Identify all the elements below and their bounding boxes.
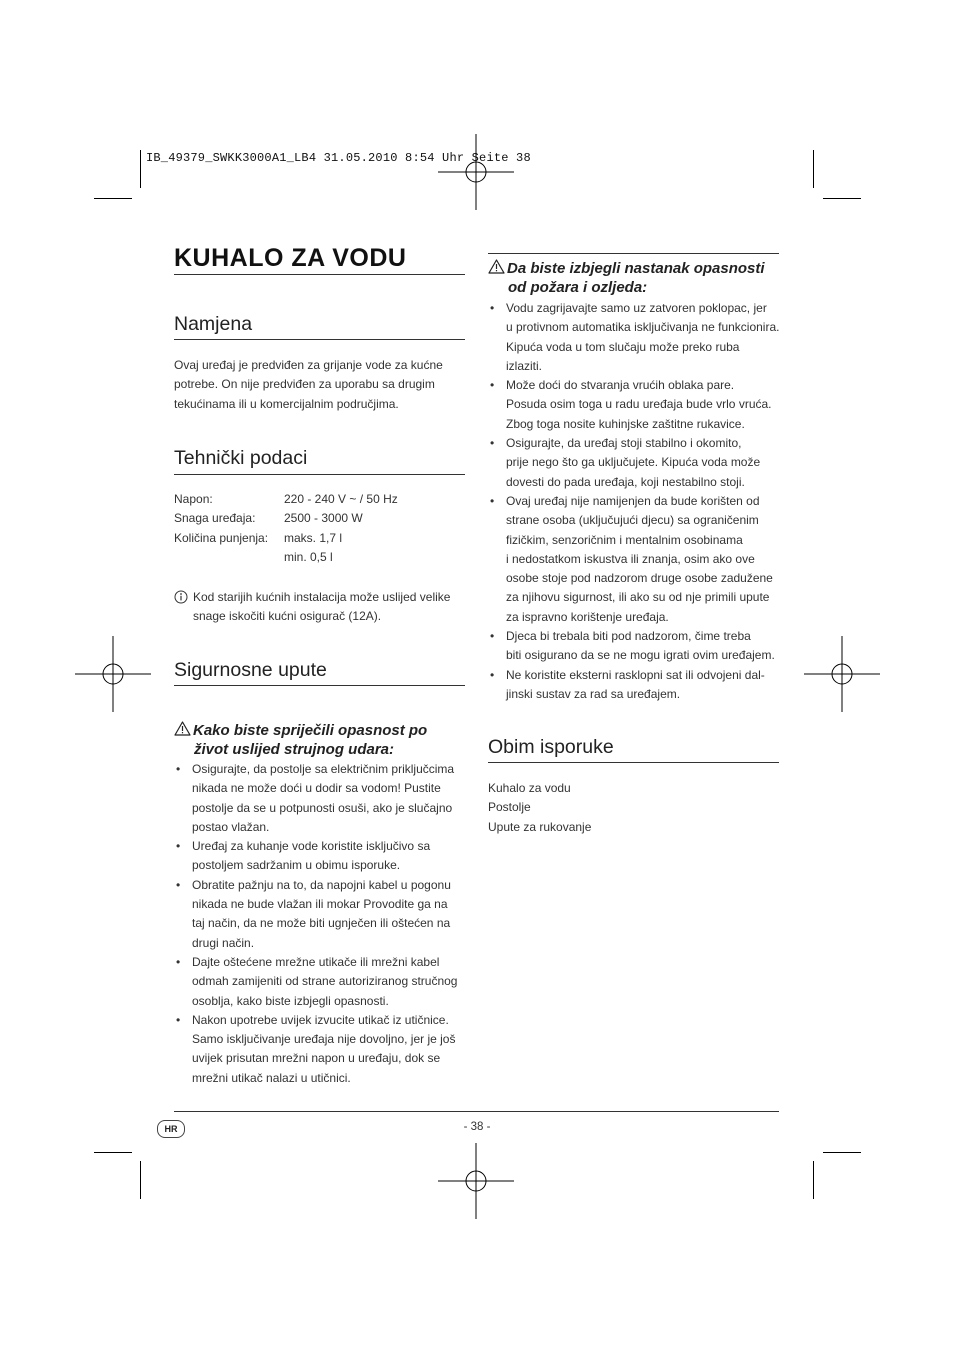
list-line: dovesti do pada uređaja, koji nestabilno stoji.	[506, 474, 745, 489]
list-line: • Može doći do stvaranja vrućih oblaka pare.	[506, 378, 735, 393]
list-line: biti osigurano da se ne mogu igrati ovim uređajem.	[506, 648, 775, 663]
list-line: • Dajte oštećene mrežne utikače ili mrežni kabel	[192, 954, 440, 969]
section-heading-sigurnosne: Sigurnosne upute	[174, 659, 327, 681]
crop-mark	[140, 150, 141, 188]
list-item	[488, 299, 788, 376]
list-line: mrežni utikač nalazi u utičnici.	[192, 1070, 351, 1085]
namjena-paragraph	[174, 356, 474, 414]
list-item	[488, 627, 788, 666]
section-rule	[174, 474, 465, 475]
list-item	[174, 953, 474, 1011]
registration-mark-icon	[804, 636, 880, 712]
list-line: drugi način.	[192, 935, 255, 950]
text-line: Ovaj uređaj je predviđen za grijanje vode za kućne	[174, 358, 443, 372]
note-line: Kod starijih kućnih instalacija može uslijed velike	[193, 590, 451, 604]
list-line: postoljem sadržanim u obimu isporuke.	[192, 858, 401, 873]
bullet-list-electric	[174, 760, 474, 1088]
list-line: • Vodu zagrijavajte samo uz zatvoren poklopac, jer	[506, 301, 767, 315]
list-line: strane osoba (uključujući djecu) sa ograničenim	[506, 513, 759, 528]
spec-row	[174, 509, 474, 528]
crop-mark	[94, 1152, 132, 1153]
spec-row	[174, 490, 474, 509]
spec-value: maks. 1,7 l	[284, 530, 343, 545]
spec-value: 2500 - 3000 W	[284, 511, 363, 526]
list-line: Kipuća voda u tom slučaju može preko ruba	[506, 339, 740, 354]
list-item	[488, 666, 788, 705]
note-line: snage iskočiti kućni osigurač (12A).	[193, 609, 382, 624]
spec-table	[174, 490, 474, 567]
list-line: • Ovaj uređaj nije namijenjen da bude korišten od	[506, 493, 760, 508]
list-item	[174, 1011, 474, 1088]
list-item	[174, 876, 474, 953]
list-line: prije nego što ga uključujete. Kipuća voda može	[506, 455, 761, 470]
text-line: potrebe. On nije predviđen za uporabu sa drugim	[174, 377, 435, 392]
crop-mark	[813, 1161, 814, 1199]
warning-triangle-icon	[174, 721, 191, 736]
list-line: nikada ne može doći u dodir sa vodom! Pustite	[192, 781, 441, 796]
crop-mark	[140, 1161, 141, 1199]
list-line: Samo isključivanje uređaja nije dovoljno, jer je još	[192, 1032, 456, 1047]
spec-label	[174, 548, 284, 567]
list-line: uvijek prisutan mrežni napon u uređaju, dok se	[192, 1051, 441, 1066]
language-badge: HR	[157, 1120, 185, 1138]
spec-row	[174, 529, 474, 548]
section-rule	[488, 762, 779, 763]
list-line: osoblja, kako biste izbjegli opasnosti.	[192, 993, 389, 1008]
list-line: • Nakon upotrebe uvijek izvucite utikač iz utičnice.	[192, 1012, 449, 1027]
warning-triangle-icon	[488, 259, 505, 274]
info-note	[174, 588, 466, 627]
list-line: nikada ne bude vlažan ili mokar Provodite ga na	[192, 897, 448, 912]
crop-mark	[813, 150, 814, 188]
list-line: fizičkim, senzoričnim i mentalnim osobinama	[506, 532, 743, 547]
spec-value: 220 - 240 V ~ / 50 Hz	[284, 492, 398, 506]
list-line: • Osigurajte, da uređaj stoji stabilno i okomito,	[506, 436, 742, 451]
info-circle-icon	[174, 590, 188, 604]
list-line: Zbog toga nosite kuhinjske zaštitne rukavice.	[506, 416, 745, 431]
warning-text: život uslijed strujnog udara:	[194, 740, 395, 758]
section-heading-obim: Obim isporuke	[488, 736, 614, 758]
section-rule	[174, 339, 465, 340]
section-rule	[174, 685, 465, 686]
list-line: • Uređaj za kuhanje vode koristite isključivo sa	[192, 839, 431, 854]
registration-mark-icon	[438, 1143, 514, 1219]
list-line: izlaziti.	[506, 358, 543, 373]
print-header: IB_49379_SWKK3000A1_LB4 31.05.2010 8:54 Uhr Seite 38	[146, 151, 531, 165]
spec-label: Napon:	[174, 492, 213, 506]
page-number: - 38 -	[463, 1121, 491, 1133]
list-item	[488, 492, 788, 627]
spec-row	[174, 548, 474, 567]
list-line: i nedostatkom iskustva ili znanja, osim ako ove	[506, 551, 755, 566]
registration-mark-icon	[75, 636, 151, 712]
list-line: Posuda osim toga u radu uređaja bude vrlo vruća.	[506, 397, 772, 412]
list-line: za ispravno korištenje uređaja.	[506, 609, 669, 624]
list-line: • Obratite pažnju na to, da napojni kabel u pogonu	[192, 877, 451, 892]
list-item	[488, 434, 788, 492]
list-item	[174, 837, 474, 876]
list-item	[488, 376, 788, 434]
registration-mark-icon	[438, 134, 514, 210]
warning-heading-fire	[488, 259, 788, 297]
delivery-item: Postolje	[488, 800, 531, 815]
list-line: taj način, da ne može biti ugnječen ili oštećen na	[192, 916, 451, 931]
page-title: KUHALO ZA VODU	[174, 244, 407, 272]
list-line: u protivnom automatika isključivanja ne funkcionira.	[506, 320, 780, 335]
list-line: • Djeca bi trebala biti pod nadzorom, čime treba	[506, 629, 751, 644]
delivery-list	[488, 779, 788, 837]
crop-mark	[823, 1152, 861, 1153]
section-rule	[488, 253, 779, 254]
list-item	[174, 760, 474, 837]
title-rule	[174, 274, 465, 275]
list-line: • Osigurajte, da postolje sa električnim priključcima	[192, 762, 455, 776]
crop-mark	[94, 198, 132, 199]
footer-rule	[174, 1111, 779, 1112]
list-line: postao vlažan.	[192, 819, 270, 834]
warning-text: od požara i ozljeda:	[508, 278, 648, 296]
delivery-item: Upute za rukovanje	[488, 819, 592, 834]
list-line: • Ne koristite eksterni rasklopni sat ili odvojeni dal-	[506, 667, 765, 682]
list-line: odmah zamijeniti od strane autoriziranog stručnog	[192, 974, 458, 989]
list-line: osobe stoje pod nadzorom druge osobe zadužene	[506, 571, 773, 586]
list-line: za njihovu sigurnost, ili ako su od nje primili upute	[506, 590, 770, 605]
warning-text: Da biste izbjegli nastanak opasnosti	[507, 260, 765, 277]
bullet-list-fire	[488, 299, 788, 704]
warning-text: Kako biste spriječili opasnost po	[193, 722, 428, 739]
spec-label: Snaga uređaja:	[174, 511, 256, 526]
text-line: tekućinama ili u komercijalnim područjima.	[174, 396, 399, 411]
list-line: postolje da se u potpunosti osuši, ako je slučajno	[192, 800, 453, 815]
section-heading-namjena: Namjena	[174, 313, 253, 335]
crop-mark	[823, 198, 861, 199]
spec-label: Količina punjenja:	[174, 530, 269, 545]
spec-value: min. 0,5 l	[284, 549, 333, 564]
delivery-item: Kuhalo za vodu	[488, 781, 571, 795]
section-heading-tehnicki: Tehnički podaci	[174, 447, 308, 469]
list-line: jinski sustav za rad sa uređajem.	[506, 686, 681, 701]
warning-heading-electric	[174, 721, 474, 759]
